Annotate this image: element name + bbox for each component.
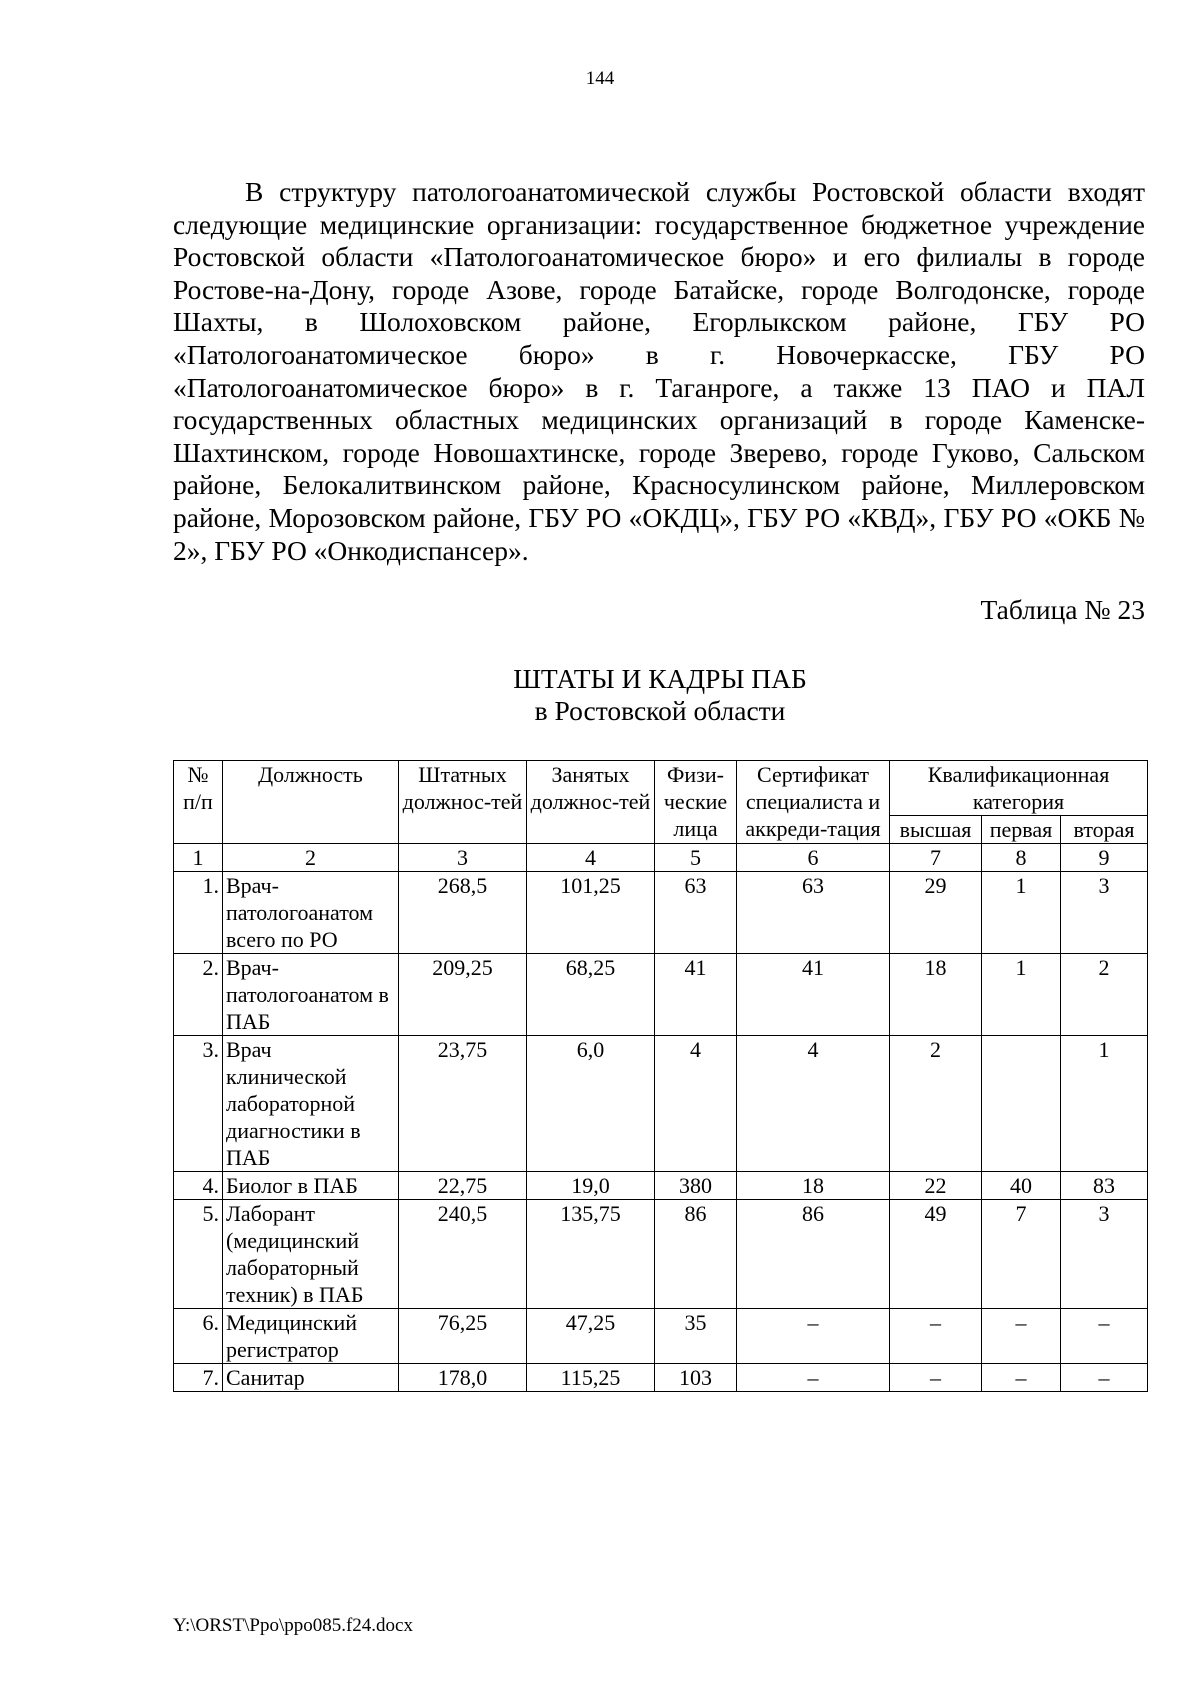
table-title: ШТАТЫ И КАДРЫ ПАБ (513, 663, 807, 694)
header-occupied: Занятых должнос-тей (527, 761, 655, 844)
position-cell: Биолог в ПАБ (223, 1172, 399, 1200)
persons-cell: 4 (655, 1036, 737, 1172)
highest-cell: 2 (890, 1036, 982, 1172)
row-number: 4. (174, 1172, 223, 1200)
file-path-footer: Y:\ORST\Ppo\ppo085.f24.docx (173, 1615, 413, 1636)
highest-cell: 29 (890, 872, 982, 954)
highest-cell: 49 (890, 1200, 982, 1309)
occupied-cell: 19,0 (527, 1172, 655, 1200)
occupied-cell: 47,25 (527, 1309, 655, 1364)
second-cell: 3 (1061, 1200, 1148, 1309)
position-cell: Врач клинической лабораторной диагностики в ПАБ (223, 1036, 399, 1172)
column-number: 8 (982, 844, 1061, 872)
column-number: 6 (737, 844, 890, 872)
certificate-cell: 18 (737, 1172, 890, 1200)
header-second: вторая (1061, 816, 1148, 844)
header-certificate: Сертификат специалиста и аккреди-тация (737, 761, 890, 844)
occupied-cell: 6,0 (527, 1036, 655, 1172)
header-qualification: Квалификационная категория (890, 761, 1148, 816)
column-number: 7 (890, 844, 982, 872)
certificate-cell: 4 (737, 1036, 890, 1172)
first-cell: 1 (982, 872, 1061, 954)
second-cell: 83 (1061, 1172, 1148, 1200)
header-row-1 (174, 761, 1148, 816)
persons-cell: 380 (655, 1172, 737, 1200)
staff-table (173, 760, 1148, 1392)
position-cell: Лаборант (медицинский лабораторный техник) в ПАБ (223, 1200, 399, 1309)
position-cell: Медицинский регистратор (223, 1309, 399, 1364)
position-cell: Врач-патологоанатом в ПАБ (223, 954, 399, 1036)
staff-cell: 76,25 (399, 1309, 527, 1364)
persons-cell: 35 (655, 1309, 737, 1364)
certificate-cell: – (737, 1364, 890, 1392)
first-cell: 1 (982, 954, 1061, 1036)
first-cell: – (982, 1309, 1061, 1364)
table-row (174, 1364, 1148, 1392)
column-number: 3 (399, 844, 527, 872)
first-cell: 40 (982, 1172, 1061, 1200)
second-cell: – (1061, 1309, 1148, 1364)
highest-cell: – (890, 1309, 982, 1364)
occupied-cell: 101,25 (527, 872, 655, 954)
table-row (174, 954, 1148, 1036)
position-cell: Санитар (223, 1364, 399, 1392)
column-number: 9 (1061, 844, 1148, 872)
persons-cell: 41 (655, 954, 737, 1036)
column-number: 1 (174, 844, 223, 872)
staff-cell: 22,75 (399, 1172, 527, 1200)
header-highest: высшая (890, 816, 982, 844)
header-position: Должность (223, 761, 399, 844)
second-cell: 2 (1061, 954, 1148, 1036)
certificate-cell: 63 (737, 872, 890, 954)
persons-cell: 103 (655, 1364, 737, 1392)
row-number: 7. (174, 1364, 223, 1392)
table-row (174, 1200, 1148, 1309)
column-number: 4 (527, 844, 655, 872)
staff-cell: 268,5 (399, 872, 527, 954)
table-row (174, 1036, 1148, 1172)
occupied-cell: 135,75 (527, 1200, 655, 1309)
staff-cell: 209,25 (399, 954, 527, 1036)
second-cell: 3 (1061, 872, 1148, 954)
highest-cell: – (890, 1364, 982, 1392)
staff-cell: 240,5 (399, 1200, 527, 1309)
highest-cell: 18 (890, 954, 982, 1036)
header-persons: Физи-ческие лица (655, 761, 737, 844)
first-cell: – (982, 1364, 1061, 1392)
row-number: 2. (174, 954, 223, 1036)
table-row (174, 872, 1148, 954)
body-paragraph: В структуру патологоанатомической службы Ростовской области входят следующие медицинские организации: государственное бюджетное учреждение Ростовской области «Патологоанатомическое бюро» и его филиалы в городе Ростове-на-Дону, городе Азове, городе Батайске, городе Волгодонске, городе Шахты, в Шолоховском районе, Егорлыкском районе, ГБУ РО «Патологоанатомическое бюро» в г. Новочеркасске, ГБУ РО «Патологоанатомическое бюро» в г. Таганроге, а также 13 ПАО и ПАЛ государственных областных медицинских организаций в городе Каменске-Шахтинском, городе Новошахтинске, городе Зверево, городе Гуково, Сальском районе, Белокалитвинском районе, Красносулинском районе, Миллеровском районе, Морозовском районе, ГБУ РО «ОКДЦ», ГБУ РО «КВД», ГБУ РО «ОКБ № 2», ГБУ РО «Онкодиспансер». (173, 176, 1145, 566)
row-number: 6. (174, 1309, 223, 1364)
first-cell: 7 (982, 1200, 1061, 1309)
occupied-cell: 68,25 (527, 954, 655, 1036)
header-num: № п/п (174, 761, 223, 844)
table-title-block (460, 663, 860, 727)
column-number-row (174, 844, 1148, 872)
table-subtitle: в Ростовской области (534, 695, 786, 726)
position-cell: Врач-патологоанатом всего по РО (223, 872, 399, 954)
page-number: 144 (585, 68, 615, 89)
certificate-cell: 41 (737, 954, 890, 1036)
staff-cell: 23,75 (399, 1036, 527, 1172)
header-staff: Штатных должнос-тей (399, 761, 527, 844)
column-number: 5 (655, 844, 737, 872)
highest-cell: 22 (890, 1172, 982, 1200)
certificate-cell: – (737, 1309, 890, 1364)
staff-cell: 178,0 (399, 1364, 527, 1392)
column-number: 2 (223, 844, 399, 872)
persons-cell: 63 (655, 872, 737, 954)
second-cell: 1 (1061, 1036, 1148, 1172)
row-number: 3. (174, 1036, 223, 1172)
occupied-cell: 115,25 (527, 1364, 655, 1392)
row-number: 5. (174, 1200, 223, 1309)
first-cell (982, 1036, 1061, 1172)
second-cell: – (1061, 1364, 1148, 1392)
table-row (174, 1172, 1148, 1200)
header-first: первая (982, 816, 1061, 844)
certificate-cell: 86 (737, 1200, 890, 1309)
row-number: 1. (174, 872, 223, 954)
table-label: Таблица № 23 (980, 594, 1145, 625)
persons-cell: 86 (655, 1200, 737, 1309)
table-row (174, 1309, 1148, 1364)
